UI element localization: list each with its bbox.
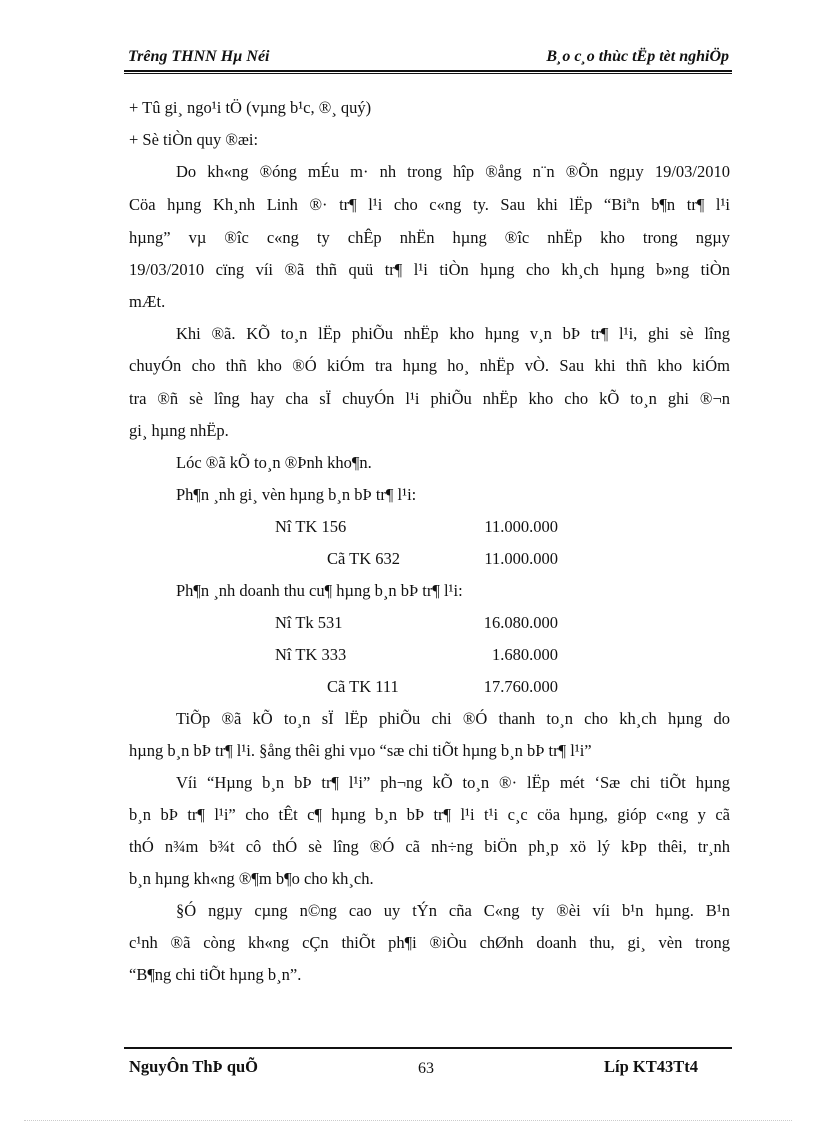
paragraph-line: “B¶ng chi tiÕt hµng b¸n”. bbox=[129, 965, 302, 984]
journal-account: Nî Tk 531 bbox=[275, 613, 343, 632]
text-line: Lóc ®ã kÕ to¸n ®Þnh kho¶n. bbox=[176, 453, 372, 472]
footer-author: NguyÔn ThÞ quÕ bbox=[129, 1057, 259, 1076]
paragraph-line: §Ó ngµy cµng n©ng cao uy tÝn cña C«ng ty ®èi víi b¹n hµng. B¹n bbox=[176, 901, 730, 920]
page-header-school: Trêng THNN Hµ Néi bbox=[128, 48, 270, 65]
paragraph-line: b¸n bÞ tr¶ l¹i” cho tÊt c¶ hµng b¸n bÞ tr¶ l¹i t¹i c¸c cöa hµng, gióp c«ng y cã bbox=[129, 805, 730, 824]
header-rule bbox=[124, 70, 732, 72]
paragraph-line: Cöa hµng Kh¸nh Linh ®· tr¶ l¹i cho c«ng ty. Sau khi lËp “Biªn b¶n tr¶ l¹i bbox=[129, 195, 730, 214]
paragraph-line: 19/03/2010 cïng víi ®ã thñ quü tr¶ l¹i tiÒn hµng cho kh¸ch hµng b»ng tiÒn bbox=[129, 260, 730, 279]
paragraph-line: hµng b¸n bÞ tr¶ l¹i. §ång thêi ghi vµo “sæ chi tiÕt hµng b¸n bÞ tr¶ l¹i” bbox=[129, 741, 592, 760]
paragraph-line: thÓ n¾m b¾t cô thÓ sè lîng ®Ó cã nh÷ng biÖn ph¸p xö lý kÞp thêi, tr¸nh bbox=[129, 837, 730, 856]
paragraph-line: TiÕp ®ã kÕ to¸n sÏ lËp phiÕu chi ®Ó thanh to¸n cho kh¸ch hµng do bbox=[176, 709, 730, 728]
journal-amount: 17.760.000 bbox=[483, 677, 558, 696]
journal-account: Nî TK 333 bbox=[275, 645, 347, 664]
paragraph-line: Víi “Hµng b¸n bÞ tr¶ l¹i” ph¬ng kÕ to¸n ®· lËp mét ‘Sæ chi tiÕt hµng bbox=[176, 773, 730, 792]
journal-amount: 11.000.000 bbox=[484, 549, 558, 568]
text-line: + Tû gi¸ ngo¹i tÖ (vµng b¹c, ®¸ quý) bbox=[129, 98, 372, 117]
text-line: + Sè tiÒn quy ®æi: bbox=[129, 130, 259, 149]
text-line: Ph¶n ¸nh doanh thu cu¶ hµng b¸n bÞ tr¶ l¹i: bbox=[176, 581, 463, 600]
journal-account: Nî TK 156 bbox=[275, 517, 347, 536]
footer-class: Líp KT43Tt4 bbox=[604, 1057, 698, 1076]
paragraph-line: Do kh«ng ®óng mÉu m· nh trong hîp ®ång n¨n ®Õn ngµy 19/03/2010 bbox=[176, 162, 730, 181]
paragraph-line: gi¸ hµng nhËp. bbox=[129, 421, 229, 440]
paragraph-line: b¸n hµng kh«ng ®¶m b¶o cho kh¸ch. bbox=[129, 869, 374, 888]
paragraph-line: Khi ®ã. KÕ to¸n lËp phiÕu nhËp kho hµng v¸n bÞ tr¶ l¹i, ghi sè lîng bbox=[176, 324, 730, 343]
journal-amount: 16.080.000 bbox=[483, 613, 558, 632]
page-number: 63 bbox=[418, 1060, 434, 1077]
paragraph-line: tra ®ñ sè lîng hay cha sÏ chuyÓn l¹i phiÕu nhËp kho cho kÕ to¸n ghi ®¬n bbox=[129, 389, 730, 408]
header-rule-thin bbox=[124, 73, 732, 74]
paragraph-line: hµng” vµ ®îc c«ng ty chÊp nhËn hµng ®îc nhËp kho trong ngµy bbox=[129, 228, 730, 247]
footer-rule bbox=[124, 1047, 732, 1049]
journal-amount: 1.680.000 bbox=[492, 645, 558, 664]
journal-account: Cã TK 632 bbox=[327, 549, 401, 568]
journal-account: Cã TK 111 bbox=[327, 677, 399, 696]
paragraph-line: mÆt. bbox=[129, 292, 166, 311]
page-header-title: B¸o c¸o thùc tËp tèt nghiÖp bbox=[546, 48, 729, 65]
paragraph-line: chuyÓn cho thñ kho ®Ó kiÓm tra hµng ho¸ nhËp vÒ. Sau khi thñ kho kiÓm bbox=[129, 356, 730, 375]
paragraph-line: c¹nh ®ã còng kh«ng cÇn thiÕt ph¶i ®iÒu chØnh doanh thu, gi¸ vèn trong bbox=[129, 933, 730, 952]
journal-amount: 11.000.000 bbox=[484, 517, 558, 536]
page-edge-divider bbox=[24, 1120, 792, 1121]
text-line: Ph¶n ¸nh gi¸ vèn hµng b¸n bÞ tr¶ l¹i: bbox=[176, 485, 417, 504]
